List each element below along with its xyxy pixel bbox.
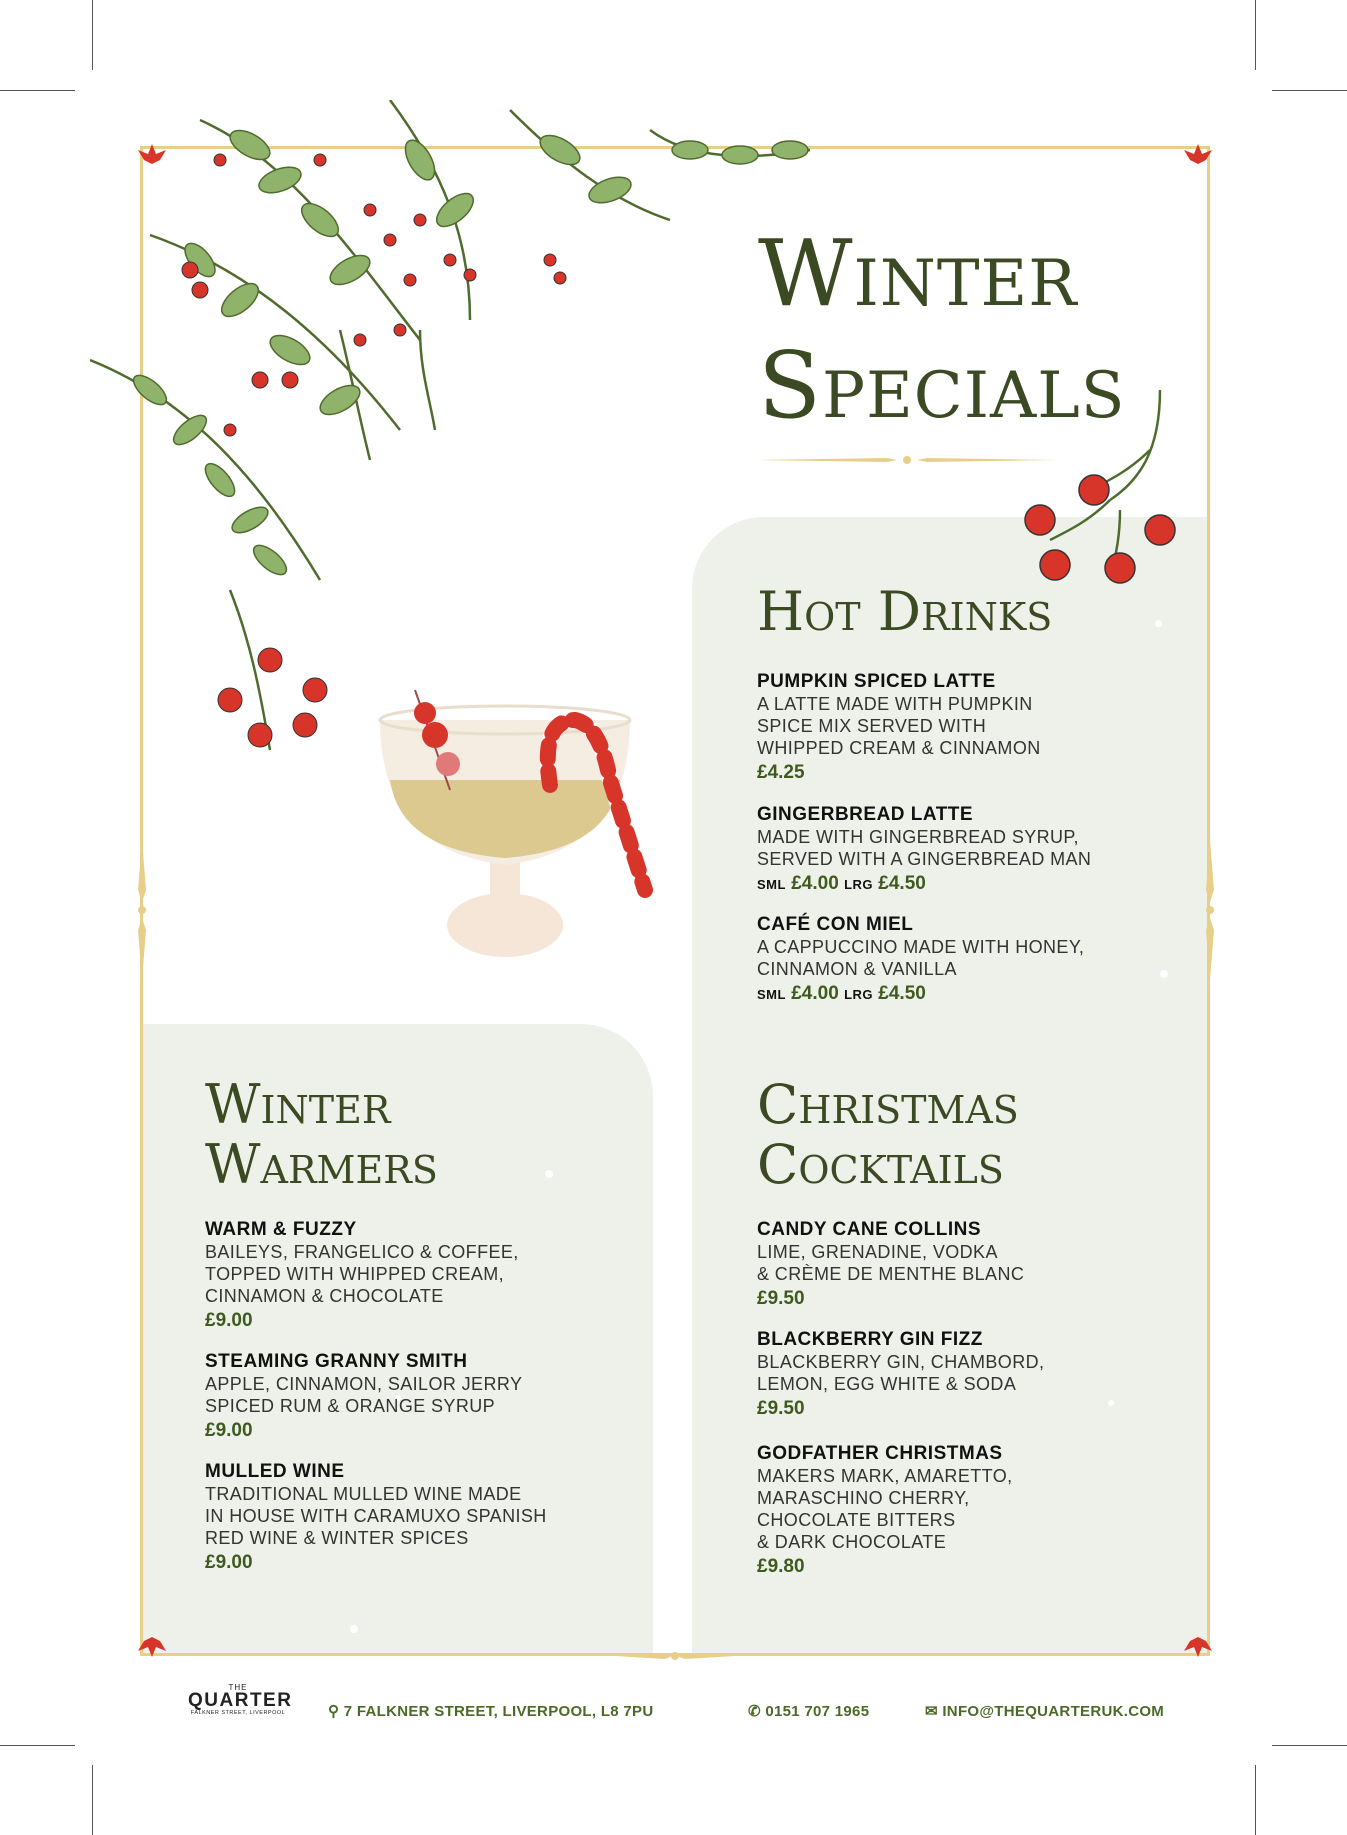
item-desc-line: MARASCHINO CHERRY, xyxy=(757,1488,970,1508)
envelope-icon: ✉ xyxy=(925,1703,943,1720)
size-label: SML xyxy=(757,877,786,892)
logo-sub: FALKNER STREET, LIVERPOOL xyxy=(190,1710,286,1716)
item-desc-line: SPICED RUM & ORANGE SYRUP xyxy=(205,1396,496,1416)
size-label: LRG xyxy=(844,987,874,1002)
size-label: LRG xyxy=(844,877,874,892)
size-label: SML xyxy=(757,987,786,1002)
item-name: MULLED WINE xyxy=(205,1461,345,1482)
price-small: £4.00 xyxy=(791,873,839,894)
item-desc-line: BLACKBERRY GIN, CHAMBORD, xyxy=(757,1352,1045,1372)
item-price: £9.80 xyxy=(757,1556,805,1577)
item-price xyxy=(757,870,1137,899)
winter-warmers-title xyxy=(205,1075,438,1195)
item-name: BLACKBERRY GIN FIZZ xyxy=(757,1329,983,1350)
item-desc-line: APPLE, CINNAMON, SAILOR JERRY xyxy=(205,1374,523,1394)
item-desc-line: WHIPPED CREAM & CINNAMON xyxy=(757,738,1041,758)
item-name: GINGERBREAD LATTE xyxy=(757,804,974,825)
logo-the: THE xyxy=(228,1683,248,1692)
crop-mark xyxy=(1272,90,1347,91)
menu-item xyxy=(205,1351,585,1445)
item-desc-line: & CRÈME DE MENTHE BLANC xyxy=(757,1264,1025,1284)
item-name: GODFATHER CHRISTMAS xyxy=(757,1443,1003,1464)
menu-item xyxy=(757,804,1137,899)
menu-item xyxy=(757,671,1137,787)
cocktail-glass-illustration xyxy=(370,680,670,980)
address-item xyxy=(328,1702,653,1720)
crop-mark xyxy=(1255,1765,1256,1835)
email-text: INFO@THEQUARTERUK.COM xyxy=(942,1703,1165,1720)
item-price: £9.50 xyxy=(757,1288,805,1309)
item-name: CANDY CANE COLLINS xyxy=(757,1219,981,1240)
item-desc-line: LEMON, EGG WHITE & SODA xyxy=(757,1374,1017,1394)
item-name: PUMPKIN SPICED LATTE xyxy=(757,671,996,692)
page-title xyxy=(758,218,1126,442)
christmas-cocktails-title xyxy=(757,1075,1019,1195)
side-ornament-icon xyxy=(1198,840,1222,980)
item-desc-line: SPICE MIX SERVED WITH xyxy=(757,716,987,736)
item-price: £9.00 xyxy=(205,1552,253,1573)
item-name: CAFÉ CON MIEL xyxy=(757,914,914,935)
christmas-cocktails-title-line1: Christmas xyxy=(757,1073,1019,1136)
menu-item xyxy=(205,1461,585,1577)
hot-drinks-title: Hot Drinks xyxy=(757,580,1053,643)
item-desc-line: SERVED WITH A GINGERBREAD MAN xyxy=(757,849,1092,869)
phone-item[interactable] xyxy=(748,1702,869,1720)
menu-item xyxy=(757,1219,1137,1313)
price-small: £4.00 xyxy=(791,983,839,1004)
item-desc-line: & DARK CHOCOLATE xyxy=(757,1532,947,1552)
flower-corner-icon xyxy=(1180,140,1216,176)
item-desc-line: CHOCOLATE BITTERS xyxy=(757,1510,956,1530)
item-desc-line: LIME, GRENADINE, VODKA xyxy=(757,1242,998,1262)
price-large: £4.50 xyxy=(878,873,926,894)
item-price: £9.50 xyxy=(757,1398,805,1419)
item-desc-line: CINNAMON & CHOCOLATE xyxy=(205,1286,444,1306)
phone-text: 0151 707 1965 xyxy=(765,1703,870,1720)
item-desc-line: A LATTE MADE WITH PUMPKIN xyxy=(757,694,1033,714)
item-desc-line: MADE WITH GINGERBREAD SYRUP, xyxy=(757,827,1079,847)
side-ornament-icon xyxy=(130,840,154,980)
page-title-line1: Winter xyxy=(758,220,1078,327)
bottom-ornament-icon xyxy=(615,1646,735,1666)
item-desc-line: IN HOUSE WITH CARAMUXO SPANISH xyxy=(205,1506,547,1526)
crop-mark xyxy=(0,90,75,91)
item-desc-line: CINNAMON & VANILLA xyxy=(757,959,957,979)
email-item[interactable] xyxy=(925,1702,1164,1720)
item-desc-line: RED WINE & WINTER SPICES xyxy=(205,1528,469,1548)
location-pin-icon: ⚲ xyxy=(328,1703,344,1720)
crop-mark xyxy=(1255,0,1256,70)
item-price: £4.25 xyxy=(757,762,805,783)
phone-icon: ✆ xyxy=(748,1703,766,1720)
menu-item xyxy=(757,1329,1137,1423)
flower-corner-icon xyxy=(1180,1625,1216,1661)
item-desc-line: MAKERS MARK, AMARETTO, xyxy=(757,1466,1013,1486)
crop-mark xyxy=(1272,1745,1347,1746)
page-title-line2: Specials xyxy=(758,332,1126,439)
menu-item xyxy=(757,914,1137,1009)
item-name: WARM & FUZZY xyxy=(205,1219,357,1240)
winter-warmers-title-line2: Warmers xyxy=(205,1133,438,1196)
item-desc-line: BAILEYS, FRANGELICO & COFFEE, xyxy=(205,1242,519,1262)
crop-mark xyxy=(92,1765,93,1835)
crop-mark xyxy=(92,0,93,70)
footer xyxy=(0,1690,1347,1734)
flower-corner-icon xyxy=(134,1625,170,1661)
christmas-cocktails-title-line2: Cocktails xyxy=(757,1133,1004,1196)
title-divider xyxy=(757,452,1057,468)
item-desc-line: TOPPED WITH WHIPPED CREAM, xyxy=(205,1264,505,1284)
crop-mark xyxy=(0,1745,75,1746)
item-desc-line: A CAPPUCCINO MADE WITH HONEY, xyxy=(757,937,1085,957)
item-price: £9.00 xyxy=(205,1310,253,1331)
logo-name: QUARTER xyxy=(188,1690,293,1711)
winter-warmers-title-line1: Winter xyxy=(205,1073,391,1136)
item-desc-line: TRADITIONAL MULLED WINE MADE xyxy=(205,1484,522,1504)
price-large: £4.50 xyxy=(878,983,926,1004)
address-text: 7 FALKNER STREET, LIVERPOOL, L8 7PU xyxy=(343,1703,654,1720)
item-price: £9.00 xyxy=(205,1420,253,1441)
item-name: STEAMING GRANNY SMITH xyxy=(205,1351,468,1372)
item-price xyxy=(757,980,1137,1009)
menu-item xyxy=(757,1443,1137,1581)
menu-item xyxy=(205,1219,585,1335)
